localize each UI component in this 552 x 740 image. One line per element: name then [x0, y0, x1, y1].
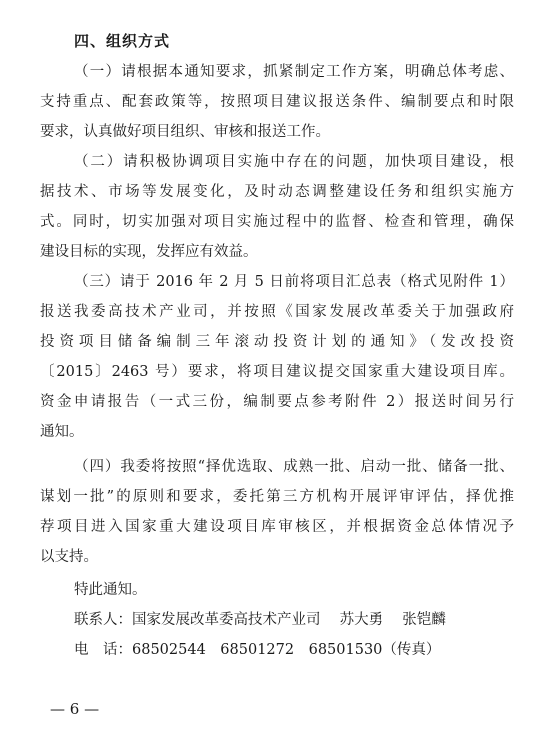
paragraph-4-line-3: 荐项目进入国家重大建设项目库审核区，并根据资金总体情况予: [40, 519, 514, 535]
closing-text: 特此通知。: [74, 582, 147, 598]
paragraph-2-line-3: 式。同时，切实加强对项目实施过程中的监督、检查和管理，确保: [40, 214, 514, 230]
paragraph-3-line-1: （三）请于 2016 年 2 月 5 日前将项目汇总表（格式见附件 1）: [74, 274, 514, 290]
paragraph-3-line-4: 〔2015〕2463 号）要求，将项目建议提交国家重大建设项目库。: [40, 364, 514, 380]
paragraph-3-line-6: 通知。: [40, 424, 84, 440]
paragraph-4-line-2: 谋划一批”的原则和要求，委托第三方机构开展评审评估，择优推: [40, 489, 514, 505]
paragraph-2-line-2: 据技术、市场等发展变化，及时动态调整建设任务和组织实施方: [40, 184, 514, 200]
paragraph-2-line-4: 建设目标的实现，发挥应有效益。: [40, 244, 258, 260]
paragraph-1-line-1: （一）请根据本通知要求，抓紧制定工作方案，明确总体考虑、: [74, 64, 514, 80]
phone-line: 电 话：68502544 68501272 68501530（传真）: [74, 642, 441, 658]
page-number: — 6 —: [50, 700, 100, 718]
paragraph-4-line-1: （四）我委将按照“择优选取、成熟一批、启动一批、储备一批、: [74, 459, 514, 475]
paragraph-1-line-3: 要求，认真做好项目组织、审核和报送工作。: [40, 124, 330, 140]
paragraph-3-line-2: 报送我委高技术产业司，并按照《国家发展改革委关于加强政府: [40, 304, 514, 320]
paragraph-2-line-1: （二）请积极协调项目实施中存在的问题，加快项目建设，根: [74, 154, 514, 170]
paragraph-4-line-4: 以支持。: [40, 549, 98, 565]
paragraph-3-line-3: 投资项目储备编制三年滚动投资计划的通知》（发改投资: [40, 334, 514, 350]
paragraph-3-line-5: 资金申请报告（一式三份，编制要点参考附件 2）报送时间另行: [40, 394, 514, 410]
paragraph-1-line-2: 支持重点、配套政策等，按照项目建议报送条件、编制要点和时限: [40, 94, 514, 110]
contact-line: 联系人：国家发展改革委高技术产业司 苏大勇 张铠麟: [74, 612, 446, 628]
section-heading: 四、组织方式: [74, 32, 171, 50]
